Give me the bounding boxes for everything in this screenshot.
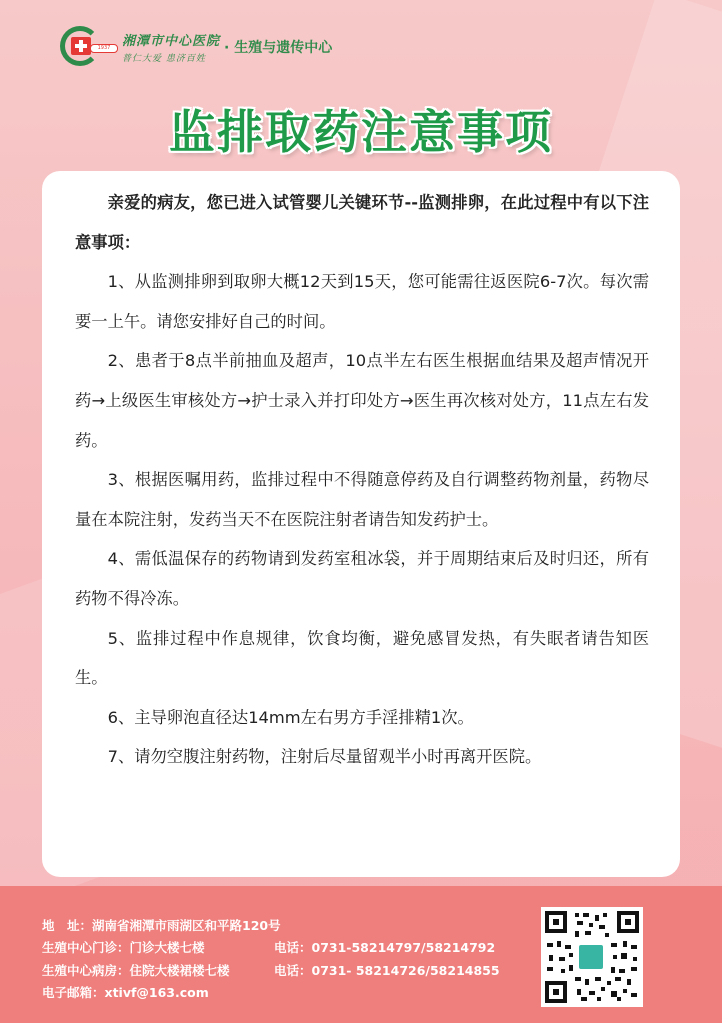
notice-item-2: 2、患者于8点半前抽血及超声，10点半左右医生根据血结果及超声情况开药→上级医生审核处方→护士录入并打印处方→医生再次核对处方，11点左右发药。 — [75, 351, 649, 450]
qr-code — [541, 907, 643, 1007]
notice-card — [42, 171, 680, 877]
notice-item-7: 7、请勿空腹注射药物，注射后尽量留观半小时再离开医院。 — [107, 747, 542, 767]
clinic-phone: 电话：0731-58214797/58214792 — [274, 940, 496, 956]
email-text: 电子邮箱：xtivf@163.com — [42, 984, 209, 1000]
qr-finder-top-right — [617, 911, 639, 933]
center-name: · 生殖与遗传中心 — [224, 40, 333, 56]
notice-intro: 亲爱的病友，您已进入试管婴儿关键环节--监测排卵，在此过程中有以下注意事项： — [75, 193, 649, 252]
page-title: 监排取药注意事项 — [169, 105, 553, 159]
qr-center-logo-icon — [577, 943, 605, 971]
notice-item-4: 4、需低温保存的药物请到发药室租冰袋，并于周期结束后及时归还，所有药物不得冷冻。 — [75, 549, 649, 608]
ward-phone: 电话：0731- 58214726/58214855 — [274, 962, 500, 978]
hospital-logo — [60, 26, 116, 68]
contact-info — [42, 915, 500, 1004]
qr-finder-top-left — [545, 911, 567, 933]
address-text: 地 址：湖南省湘潭市雨湖区和平路120号 — [42, 918, 281, 933]
notice-item-3: 3、根据医嘱用药，监排过程中不得随意停药及自行调整药物剂量，药物尽量在本院注射，发药当天不在医院注射者请告知发药护士。 — [75, 470, 649, 529]
ward-location: 生殖中心病房：住院大楼裙楼七楼 — [42, 962, 230, 978]
notice-item-5: 5、监排过程中作息规律，饮食均衡，避免感冒发热，有失眠者请告知医生。 — [75, 628, 649, 688]
logo-year-tag: 1937 — [90, 44, 118, 53]
notice-item-1: 1、从监测排卵到取卵大概12天到15天，您可能需往返医院6-7次。每次需要一上午。请您安排好自己的时间。 — [75, 272, 649, 331]
qr-finder-bottom-left — [545, 981, 567, 1003]
header — [60, 25, 332, 69]
notice-content — [75, 183, 649, 777]
red-cross-icon — [71, 37, 91, 55]
footer — [0, 886, 722, 1023]
notice-item-6: 6、主导卵泡直径达14mm左右男方手淫排精1次。 — [107, 707, 474, 727]
clinic-location: 生殖中心门诊：门诊大楼七楼 — [42, 940, 205, 956]
hospital-wordmark — [122, 30, 220, 64]
hospital-name: 湘潭市中心医院 — [122, 34, 221, 49]
hospital-slogan: 普仁大爱 患济百姓 — [122, 54, 206, 64]
